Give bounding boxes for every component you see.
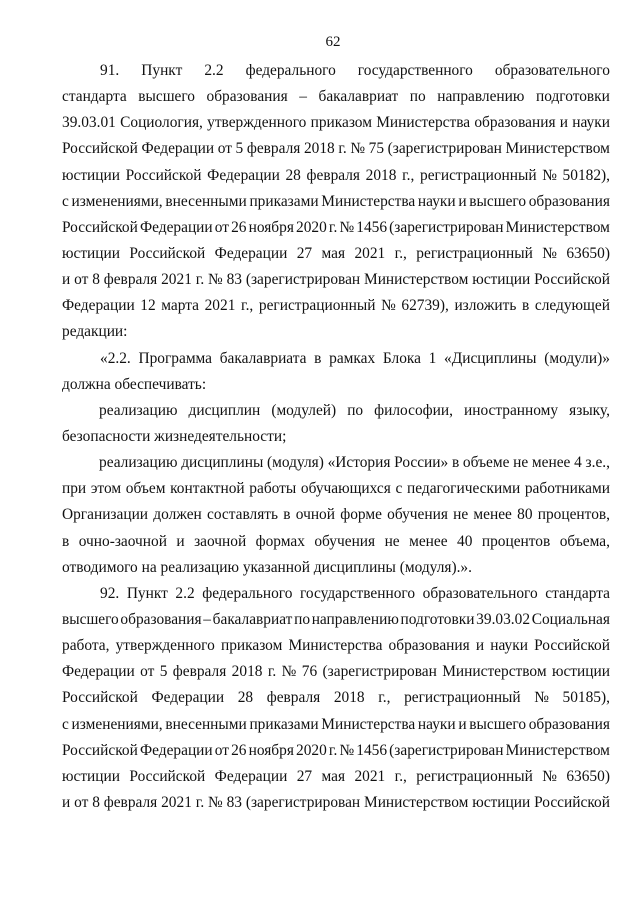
text-line: реализацию дисциплины (модуля) «История России» в объеме не менее 4 з.е., [99,454,610,472]
paragraph-item-1 [62,398,610,450]
text-line: и от 8 февраля 2021 г. № 83 (зарегистрирован Министерством юстиции Российской [62,793,610,811]
text-line: в очно-заочной и заочной формах обучения не менее 40 процентов объема, [62,532,610,550]
text-line: с изменениями, внесенными приказами Министерства науки и высшего образования [62,192,610,210]
text-line: работа, утвержденного приказом Министерства образования и науки Российской [62,637,610,655]
text-line: юстиции Российской Федерации 27 мая 2021 г., регистрационный № 63650) [62,767,610,785]
text-line: при этом объем контактной работы обучающихся с педагогическими работниками [62,480,610,498]
text-line: безопасности жизнедеятельности; [62,427,287,445]
text-line: стандарта высшего образования – бакалавриат по направлению подготовки [62,88,610,106]
text-line: 39.03.01 Социология, утвержденного приказом Министерства образования и науки [62,114,610,132]
text-line: должна обеспечивать: [62,375,207,393]
text-line: Российской Федерации от 26 ноября 2020 г. № 1456 (зарегистрирован Министерством [62,741,610,759]
page-number: 62 [325,34,341,50]
text-line: Федерации 12 марта 2021 г., регистрационный № 62739), изложить в следующей [62,297,610,315]
text-line: 91. Пункт 2.2 федерального государственного образовательного [100,62,610,79]
text-line: «2.2. Программа бакалавриата в рамках Блока 1 «Дисциплины (модули)» [100,349,610,367]
text-line: Российской Федерации 28 февраля 2018 г., регистрационный № 50185), [62,689,610,707]
text-line: и от 8 февраля 2021 г. № 83 (зарегистрирован Министерством юстиции Российской [62,271,610,289]
paragraph-quote-intro [62,346,610,398]
text-line: отводимого на реализацию указанной дисциплины (модуля).». [62,558,472,576]
document-body [62,58,610,816]
text-line: реализацию дисциплин (модулей) по философии, иностранному языку, [99,401,610,419]
text-line: Российской Федерации от 26 ноября 2020 г. № 1456 (зарегистрирован Министерством [62,218,610,236]
text-line: редакции: [62,323,128,341]
paragraph-p92 [62,581,610,816]
text-line: 92. Пункт 2.2 федерального государственного образовательного стандарта [100,584,610,602]
text-line: с изменениями, внесенными приказами Министерства науки и высшего образования [62,715,610,733]
text-line: Федерации от 5 февраля 2018 г. № 76 (зарегистрирован Министерством юстиции [62,663,610,681]
text-line: высшего образования – бакалавриат по направлению подготовки 39.03.02 Социальная [62,610,610,628]
paragraph-item-2 [62,450,610,581]
text-line: юстиции Российской Федерации 28 февраля 2018 г., регистрационный № 50182), [62,166,610,184]
text-line: юстиции Российской Федерации 27 мая 2021 г., регистрационный № 63650) [62,244,610,262]
paragraph-p91 [62,58,610,346]
text-line: Российской Федерации от 5 февраля 2018 г. № 75 (зарегистрирован Министерством [62,140,610,158]
text-line: Организации должен составлять в очной форме обучения не менее 80 процентов, [62,506,610,524]
